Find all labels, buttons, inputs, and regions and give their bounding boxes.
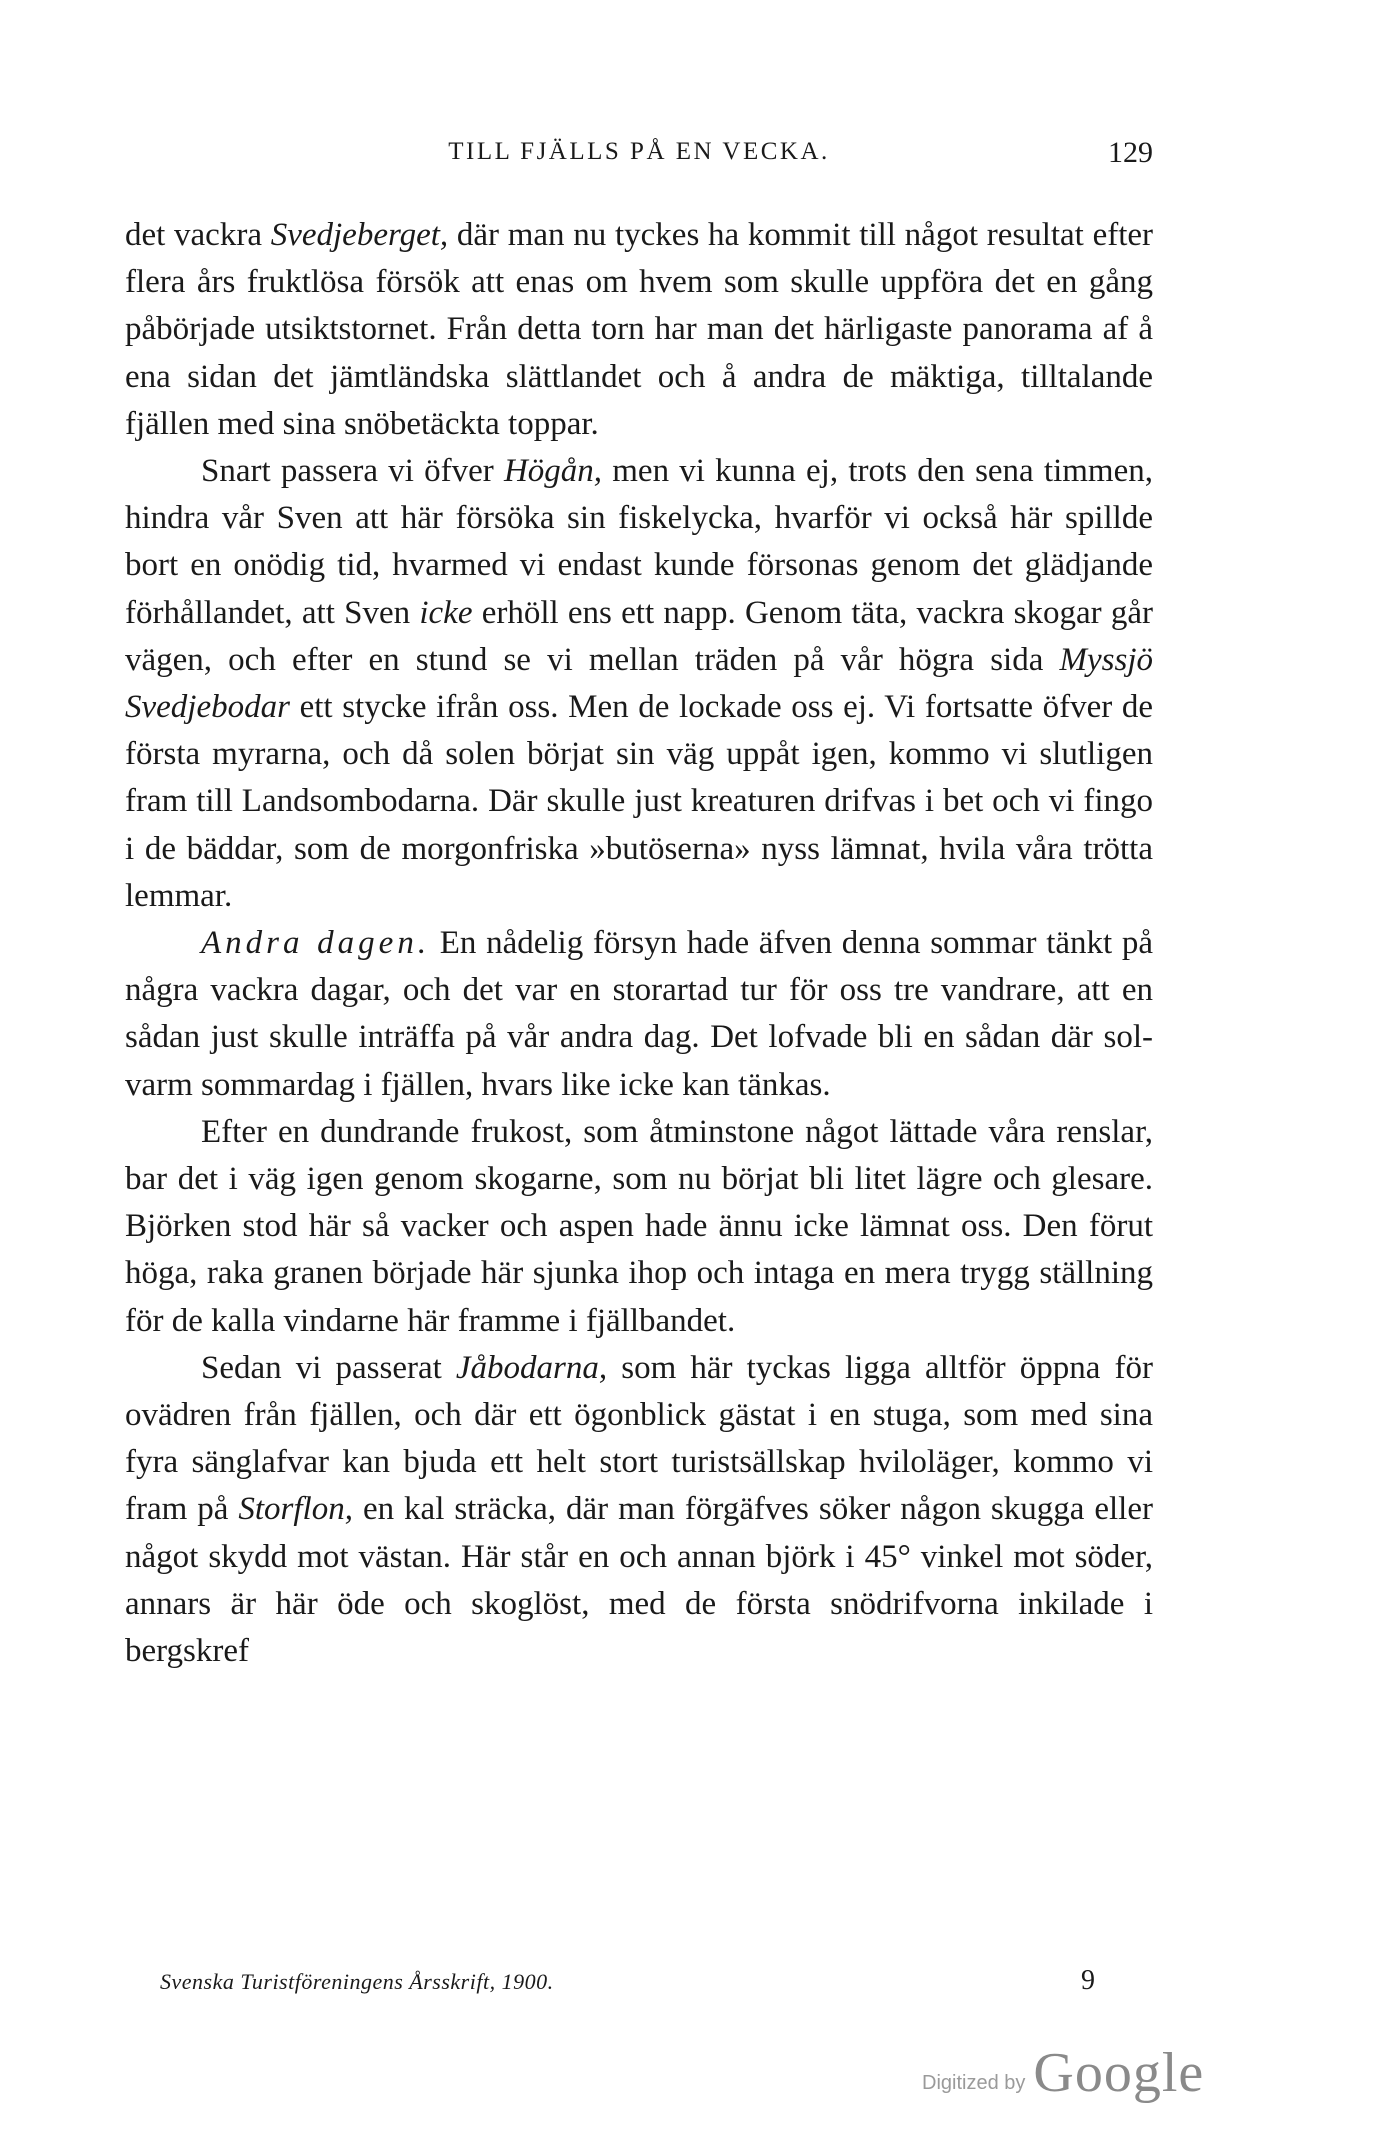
paragraph xyxy=(125,1109,1153,1345)
italic-term: Storflon, xyxy=(238,1491,353,1528)
text-run: erhöll ens ett napp. Genom täta, vackra skogar går vägen, och efter en stund se vi mellan träden på vår högra sida xyxy=(125,594,1153,678)
italic-term: icke xyxy=(419,594,473,631)
text-run: som här tyckas ligga alltför öppna för ovädren från fjällen, och där ett ögonblick gästat i en stuga, som med sina fyra sänglafvar kan bjuda ett helt stort turistsällskap hviloläger, kommo vi fram på xyxy=(125,1349,1153,1528)
italic-term: Svedjeberget, xyxy=(270,217,449,253)
text-run: där man nu tyckes ha kommit till något resultat efter flera års fruktlösa försök att enas om hvem som skulle uppföra det en gång påbörjade utsiktstornet. Från detta torn har man det härligaste panorama af å ena sidan det jämtländska slättlandet och å andra de mäktiga, tilltalande fjällen med sina snöbetäckta toppar. xyxy=(125,217,1154,442)
text-run: en kal sträcka, där man förgäfves söker någon skugga eller något skydd mot västan. Här står en och annan björk i 45° vinkel mot söder, annars är här öde och skoglöst, med de första snödrifvorna inkilade i bergskref xyxy=(125,1491,1153,1670)
italic-term: Myssjö Svedjebodar xyxy=(125,641,1153,726)
google-logo: Google xyxy=(1033,2042,1205,2104)
section-heading: Andra dagen. xyxy=(201,925,431,962)
running-header xyxy=(125,138,1153,178)
footer-signature: Svenska Turistföreningens Årsskrift, 1900. xyxy=(160,1969,554,1994)
sheet-number: 9 xyxy=(1081,1965,1095,1996)
text-run: det vackra xyxy=(125,217,271,253)
italic-term: Högån, xyxy=(503,453,603,490)
page-number: 129 xyxy=(1108,136,1153,169)
paragraph xyxy=(125,212,1153,448)
text-run: men vi kunna ej, trots den sena timmen, hindra vår Sven att här försöka sin fiskelycka, hvarför vi också här spillde bort en onödig tid, hvarmed vi endast kunde försonas genom det glädjande förhållandet, att Sven xyxy=(125,453,1153,631)
body-text xyxy=(125,212,1153,1675)
page-footer xyxy=(160,1965,1120,2005)
paragraph xyxy=(125,920,1153,1109)
text-run: En nådelig försyn hade äfven denna sommar tänkt på några vackra dagar, och det var en storartad tur för oss tre vandrare, att en sådan just skulle inträffa på vår andra dag. Det lofvade bli en sådan där solvarm sommardag i fjällen, hvars like icke kan tänkas. xyxy=(125,925,1153,1103)
paragraph xyxy=(125,1345,1153,1675)
digitized-watermark xyxy=(922,2042,1205,2105)
text-run: Sedan vi passerat xyxy=(201,1349,456,1386)
italic-term: Jåbodarna, xyxy=(455,1349,608,1386)
paragraph xyxy=(125,448,1153,920)
running-title: TILL FJÄLLS PÅ EN VECKA. xyxy=(448,138,830,165)
text-run: Snart passera vi öfver xyxy=(201,453,504,490)
digitized-by-text: Digitized by xyxy=(922,2072,1026,2094)
text-run: ett stycke ifrån oss. Men de lockade oss ej. Vi fortsatte öfver de första myrarna, och då solen börjat sin väg uppåt igen, kommo vi slutligen fram till Landsombodarna. Där skulle just kreaturen drifvas i bet och vi fingo i de bäddar, som de morgonfriska »butöserna» nyss lämnat, hvila våra trötta lemmar. xyxy=(125,689,1153,914)
text-run: Efter en dundrande frukost, som åtminstone något lättade våra renslar, bar det i väg igen genom skogarne, som nu börjat bli litet lägre och glesare. Björken stod här så vacker och aspen hade ännu icke lämnat oss. Den förut höga, raka granen började här sjunka ihop och intaga en mera trygg ställning för de kalla vindarne här framme i fjällbandet. xyxy=(125,1113,1153,1339)
